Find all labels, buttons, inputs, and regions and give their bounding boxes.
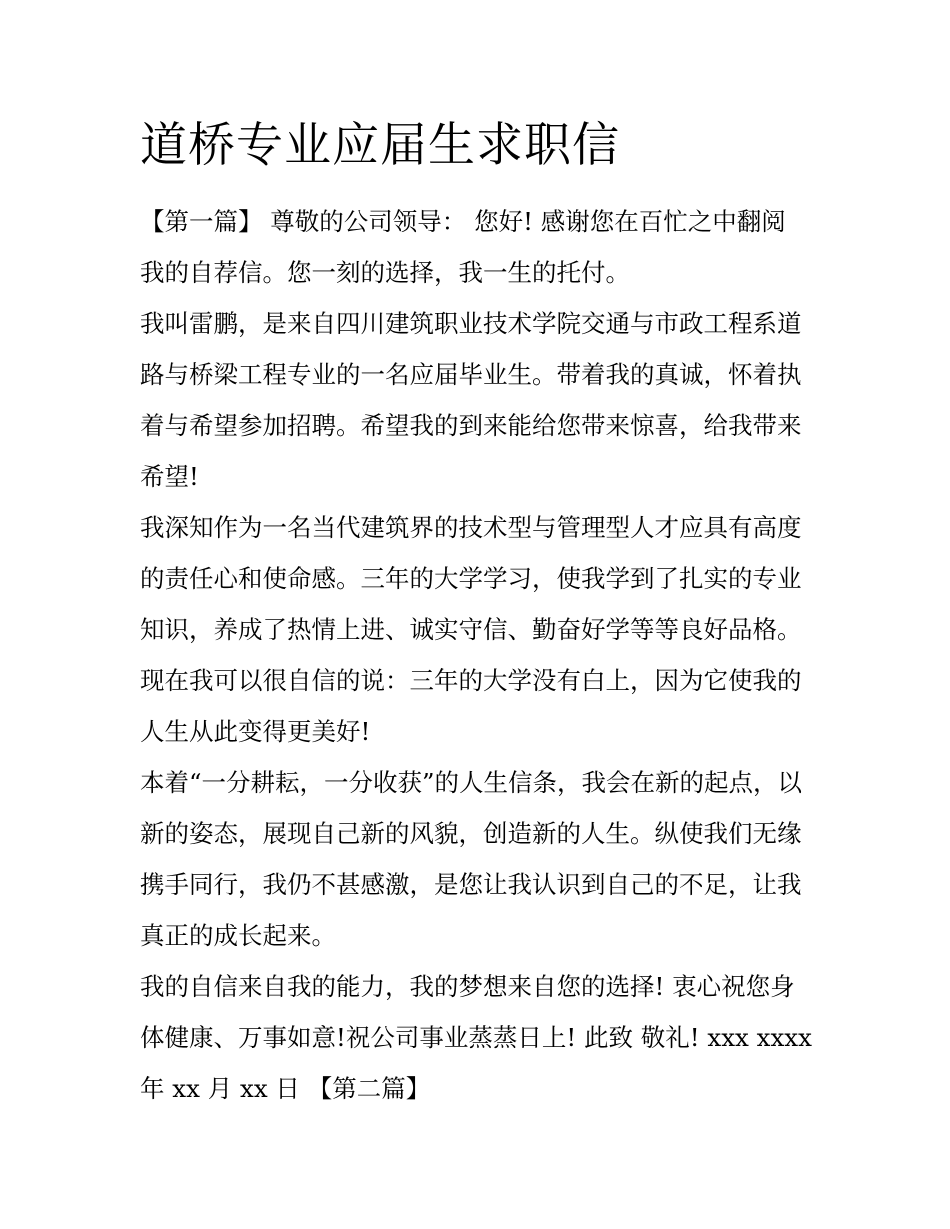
text-line: 的责任心和使命感。三年的大学学习，使我学到了扎实的专业 (140, 564, 802, 593)
text-line: 我的自信来自我的能力，我的梦想来自您的选择! 衷心祝您身 (140, 972, 795, 1001)
text-line: 着与希望参加招聘。希望我的到来能给您带来惊喜，给我带来 (140, 411, 802, 440)
text-line: 【第一篇】 尊敬的公司领导： 您好! 感谢您在百忙之中翻阅 (140, 207, 786, 236)
text-line: 本着“一分耕耘，一分收获”的人生信条，我会在新的起点，以 (140, 768, 803, 797)
text-line: 新的姿态，展现自己新的风貌，创造新的人生。纵使我们无缘 (140, 819, 802, 848)
text-line: 人生从此变得更美好! (140, 717, 371, 746)
text-line: 我的自荐信。您一刻的选择，我一生的托付。 (140, 258, 630, 287)
text-line: 真正的成长起来。 (140, 921, 336, 950)
document-title: 道桥专业应届生求职信 (140, 118, 620, 173)
text-line: 知识，养成了热情上进、诚实守信、勤奋好学等等良好品格。 (140, 615, 802, 644)
text-line: 现在我可以很自信的说：三年的大学没有白上，因为它使我的 (140, 666, 802, 695)
text-line: 希望! (140, 462, 199, 491)
text-line: 年 xx 月 xx 日 【第二篇】 (140, 1074, 431, 1103)
text-line: 体健康、万事如意!祝公司事业蒸蒸日上! 此致 敬礼! xxx xxxx (140, 1023, 812, 1052)
text-line: 我叫雷鹏，是来自四川建筑职业技术学院交通与市政工程系道 (140, 309, 802, 338)
text-line: 我深知作为一名当代建筑界的技术型与管理型人才应具有高度 (140, 513, 802, 542)
text-line: 路与桥梁工程专业的一名应届毕业生。带着我的真诚，怀着执 (140, 360, 802, 389)
document-body (140, 196, 830, 1114)
text-line: 携手同行，我仍不甚感激，是您让我认识到自己的不足，让我 (140, 870, 802, 899)
